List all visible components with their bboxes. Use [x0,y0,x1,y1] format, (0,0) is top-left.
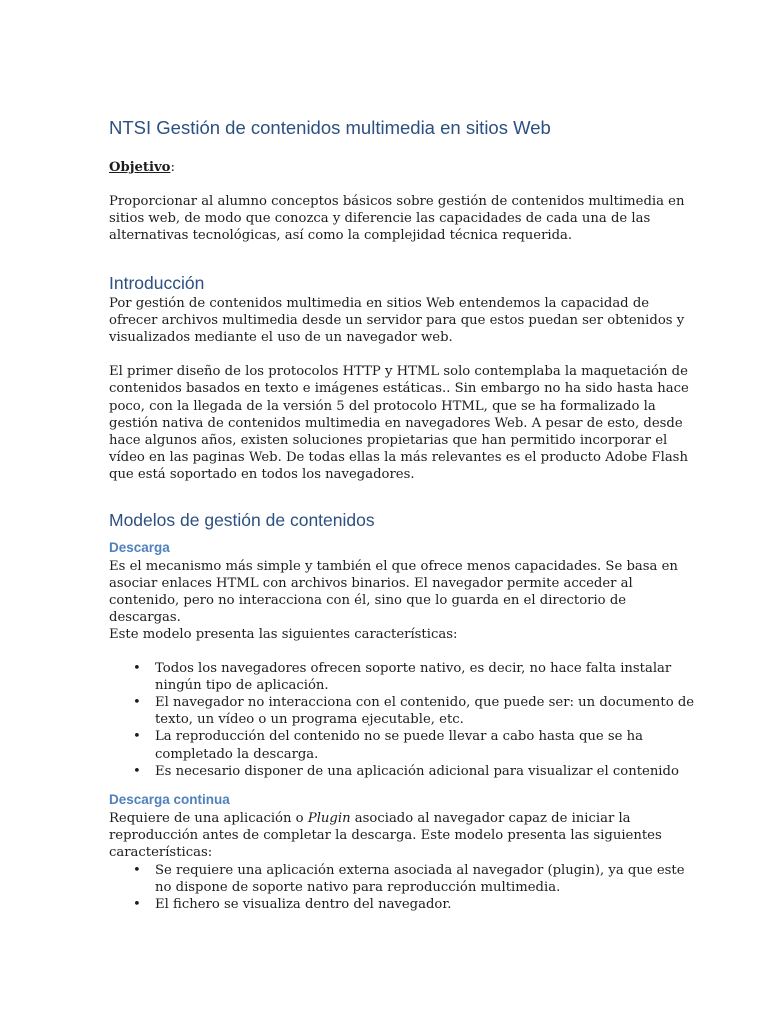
bullet-icon: • [133,729,141,745]
objetivo-colon: : [170,160,175,175]
list-item-text: El navegador no interacciona con el contenido, que puede ser: un documento de texto, un vídeo o un programa ejecutable, etc. [155,695,695,728]
bullet-icon: • [133,897,141,913]
list-item [133,896,701,913]
list-item-text: El fichero se visualiza dentro del navegador. [155,897,452,913]
list-item [133,763,701,780]
list-item [133,694,701,728]
paragraph-text-end: asociado al navegador capaz de iniciar la reproducción antes de completar la descarga. Este modelo presenta las siguientes características: [109,811,662,861]
introduccion-heading: Introducción [109,272,205,293]
objetivo-heading [109,159,701,176]
bullet-icon: • [133,862,141,878]
list-item-text: Es necesario disponer de una aplicación adicional para visualizar el contenido [155,763,679,779]
list-item [133,728,701,762]
descarga-heading: Descarga [109,539,170,555]
plugin-italic-text: Plugin [307,811,351,827]
objetivo-text: Proporcionar al alumno conceptos básicos sobre gestión de contenidos multimedia en sitios web, de modo que conozca y diferencie las capacidades de cada una de las alternativas tecnológicas, así como la complejidad técnica requerida. [109,194,685,244]
list-item-text: Se requiere una aplicación externa asociada al navegador (plugin), ya que este no dispone de soporte nativo para reproducción multimedia. [155,862,685,895]
bullet-icon: • [133,660,141,676]
descarga-feature-list [109,660,701,780]
list-item-text: Todos los navegadores ofrecen soporte nativo, es decir, no hace falta instalar ningún tipo de aplicación. [155,660,672,693]
list-item-text: La reproducción del contenido no se puede llevar a cabo hasta que se ha completado la descarga. [155,729,644,762]
list-item [133,660,701,694]
document-title: NTSI Gestión de contenidos multimedia en sitios Web [109,117,551,138]
bullet-icon: • [133,763,141,779]
descarga-continua-heading: Descarga continua [109,792,230,808]
descarga-paragraph-1: Es el mecanismo más simple y también el que ofrece menos capacidades. Se basa en asociar enlaces HTML con archivos binarios. El navegador permite acceder al contenido, pero no interacciona con él, sino que lo guarda en el directorio de descargas. [109,558,678,626]
paragraph-text-start: Requiere de una aplicación o [109,811,308,827]
document-page [109,116,701,913]
descarga-paragraph-2: Este modelo presenta las siguientes características: [109,627,458,643]
modelos-heading: Modelos de gestión de contenidos [109,509,375,530]
introduccion-paragraph-1: Por gestión de contenidos multimedia en sitios Web entendemos la capacidad de ofrecer archivos multimedia desde un servidor para que estos puedan ser obtenidos y visualizados mediante el uso de un navegador web. [109,295,685,346]
list-item [133,862,701,896]
descarga-continua-paragraph [109,810,701,862]
introduccion-paragraph-2: El primer diseño de los protocolos HTTP y HTML solo contemplaba la maquetación de contenidos basados en texto e imágenes estáticas.. Sin embargo no ha sido hasta hace poco, con la llegada de la versión 5 del protocolo HTML, que se ha formalizado la gestión nativa de contenidos multimedia en navegadores Web. A pesar de esto, desde hace algunos años, existen soluciones propietarias que han permitido incorporar el vídeo en las paginas Web. De todas ellas la más relevantes es el producto Adobe Flash que está soportado en todos los navegadores. [109,364,689,483]
descarga-continua-feature-list [109,862,701,914]
bullet-icon: • [133,695,141,711]
objetivo-label: Objetivo [109,160,171,175]
